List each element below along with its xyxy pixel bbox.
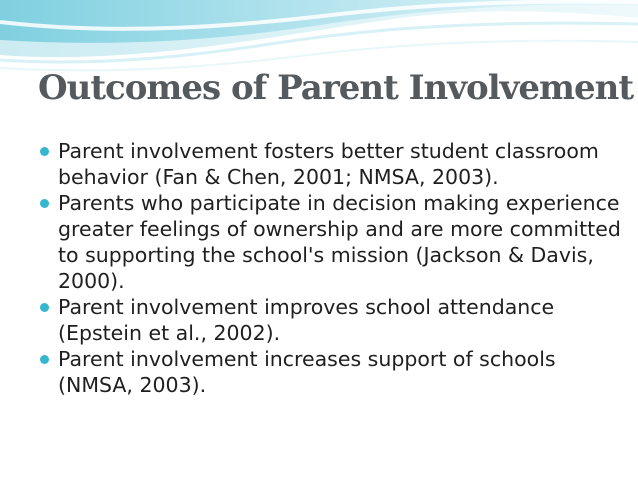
slide-title: Outcomes of Parent Involvement: [38, 68, 634, 108]
bullet-dot-icon: [40, 303, 49, 312]
bullet-item: [38, 346, 628, 398]
bullet-text: Parent involvement increases support of schools (NMSA, 2003).: [58, 347, 556, 397]
bullet-text: Parent involvement improves school attendance (Epstein et al., 2002).: [58, 295, 555, 345]
bullet-text: Parents who participate in decision making experience greater feelings of ownership and are more committed to supporting the school's mission (Jackson & Davis, 2000).: [58, 191, 621, 293]
bullet-dot-icon: [40, 199, 49, 208]
bullet-dot-icon: [40, 147, 49, 156]
bullet-item: [38, 138, 628, 190]
bullet-item: [38, 294, 628, 346]
bullet-list: [38, 138, 628, 398]
bullet-text: Parent involvement fosters better student classroom behavior (Fan & Chen, 2001; NMSA, 2003).: [58, 139, 599, 189]
bullet-item: [38, 190, 628, 294]
bullet-dot-icon: [40, 355, 49, 364]
